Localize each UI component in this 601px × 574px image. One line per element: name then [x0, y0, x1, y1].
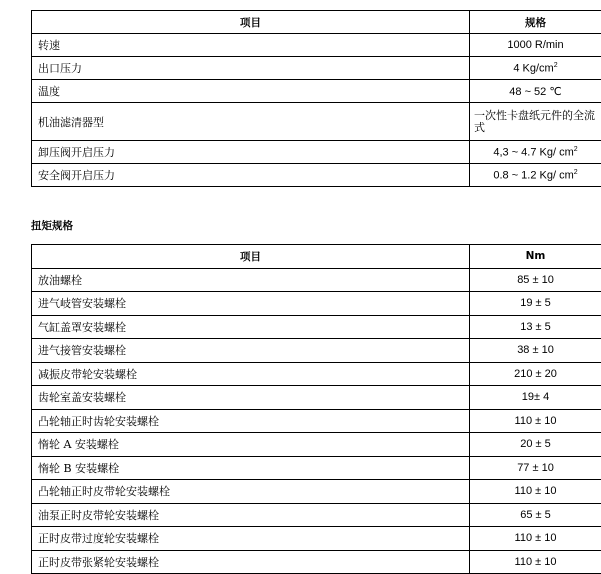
row-value: 19± 4 [470, 386, 601, 410]
torque-table [31, 244, 601, 574]
row-item: 齿轮室盖安装螺栓 [32, 386, 470, 410]
header-item: 项目 [32, 11, 470, 34]
row-value: 1000 R/min [470, 34, 601, 57]
row-item: 正时皮带张紧轮安装螺栓 [32, 550, 470, 574]
table-row [32, 315, 601, 339]
value-text: 0.8 ~ 1.2 Kg/ cm [493, 169, 573, 181]
row-value: 38 ± 10 [470, 339, 601, 363]
spec-table [31, 10, 601, 187]
header-item: 项目 [32, 245, 470, 269]
table-row [32, 456, 601, 480]
table-row [32, 80, 601, 103]
row-value [470, 57, 601, 80]
table-row [32, 339, 601, 363]
table-row [32, 480, 601, 504]
row-value: 110 ± 10 [470, 409, 601, 433]
table-row [32, 433, 601, 457]
table-row [32, 141, 601, 164]
row-value: 13 ± 5 [470, 315, 601, 339]
row-value: 65 ± 5 [470, 503, 601, 527]
row-value: 85 ± 10 [470, 268, 601, 292]
table-row [32, 503, 601, 527]
row-value: 77 ± 10 [470, 456, 601, 480]
row-value: 210 ± 20 [470, 362, 601, 386]
torque-table-header [32, 245, 601, 269]
table-row [32, 57, 601, 80]
row-value [470, 141, 601, 164]
value-exponent: 2 [574, 169, 578, 176]
row-item: 惰轮 A 安装螺栓 [32, 433, 470, 457]
row-item: 出口压力 [32, 57, 470, 80]
value-text: 4,3 ~ 4.7 Kg/ cm [493, 146, 573, 158]
row-value: 110 ± 10 [470, 550, 601, 574]
row-item: 气缸盖罩安装螺栓 [32, 315, 470, 339]
row-item: 温度 [32, 80, 470, 103]
table-row [32, 386, 601, 410]
table-row [32, 409, 601, 433]
header-nm: Nm [470, 245, 601, 269]
table-row [32, 550, 601, 574]
value-exponent: 2 [574, 146, 578, 153]
table-row [32, 527, 601, 551]
header-spec: 规格 [470, 11, 601, 34]
table-row [32, 164, 601, 187]
row-value: 110 ± 10 [470, 527, 601, 551]
value-text: 4 Kg/cm [513, 62, 553, 74]
row-item: 减振皮带轮安装螺栓 [32, 362, 470, 386]
row-item: 凸轮轴正时皮带轮安装螺栓 [32, 480, 470, 504]
row-value: 19 ± 5 [470, 292, 601, 316]
row-item: 机油滤清器型 [32, 103, 470, 141]
row-item: 安全阀开启压力 [32, 164, 470, 187]
row-item: 转速 [32, 34, 470, 57]
row-item: 正时皮带过度轮安装螺栓 [32, 527, 470, 551]
row-item: 油泵正时皮带轮安装螺栓 [32, 503, 470, 527]
spec-table-header [32, 11, 601, 34]
torque-section-title: 扭矩规格 [31, 218, 73, 233]
row-value: 110 ± 10 [470, 480, 601, 504]
row-value: 一次性卡盘纸元件的全流式 [470, 103, 601, 141]
row-item: 进气岐管安装螺栓 [32, 292, 470, 316]
table-row [32, 362, 601, 386]
table-row [32, 103, 601, 141]
row-value: 48 ~ 52 ℃ [470, 80, 601, 103]
table-row [32, 268, 601, 292]
row-item: 凸轮轴正时齿轮安装螺栓 [32, 409, 470, 433]
table-row [32, 292, 601, 316]
value-exponent: 2 [554, 62, 558, 69]
row-value [470, 164, 601, 187]
table-row [32, 34, 601, 57]
row-value: 20 ± 5 [470, 433, 601, 457]
row-item: 进气接管安装螺栓 [32, 339, 470, 363]
row-item: 惰轮 B 安装螺栓 [32, 456, 470, 480]
row-item: 卸压阀开启压力 [32, 141, 470, 164]
row-item: 放油螺栓 [32, 268, 470, 292]
